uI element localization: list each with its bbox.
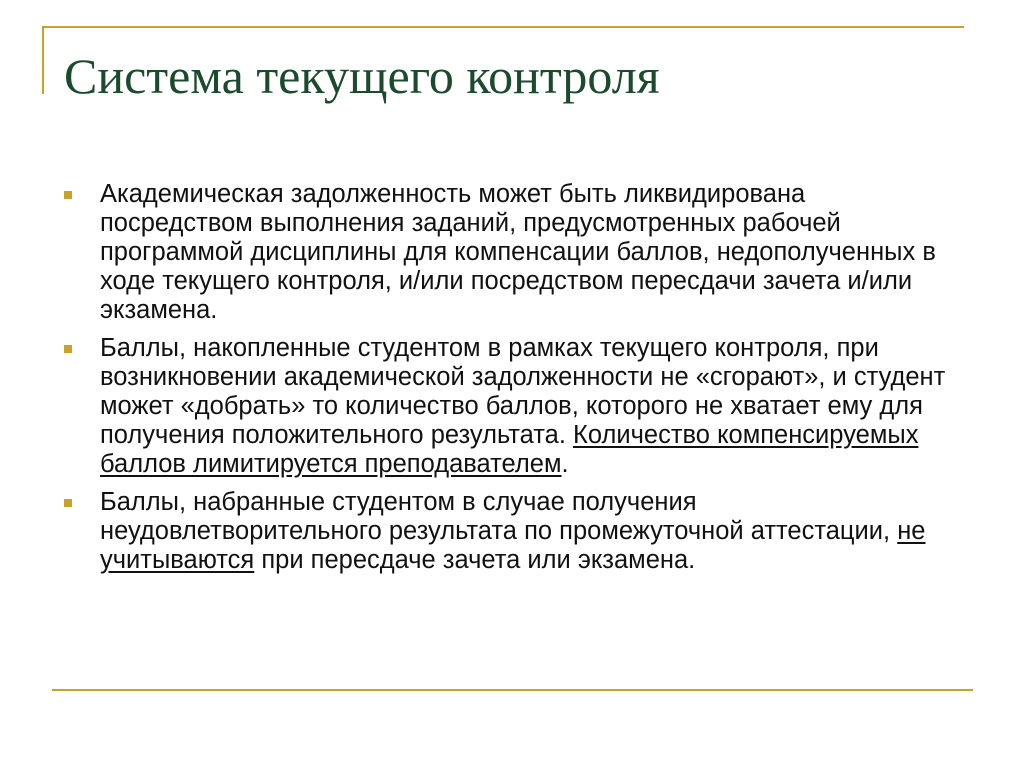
bullet-text: Баллы, накопленные студентом в рамках текущего контроля, при возникновении академической задолженности не «сгорают», и студент может «добрать» то количество баллов, которого не хватает ему для получения положительного результата.	[100, 334, 946, 449]
bullet-list	[60, 180, 960, 584]
square-bullet-icon	[64, 191, 72, 199]
square-bullet-icon	[64, 499, 72, 507]
bullet-item-1	[60, 180, 960, 325]
bullet-text: Баллы, набранные студентом в случае получения неудовлетворительного результата по промежуточной аттестации,	[100, 488, 898, 545]
slide-title: Система текущего контроля	[64, 48, 660, 104]
underlined-emphasis: не учитываются	[100, 517, 926, 574]
bottom-rule	[52, 689, 973, 691]
bullet-text-end: .	[561, 450, 569, 478]
top-rule	[42, 26, 964, 28]
bullet-item-2	[60, 334, 960, 479]
bullet-item-3	[60, 488, 960, 575]
square-bullet-icon	[64, 345, 72, 353]
underlined-emphasis: Количество компенсируемых баллов лимитируется преподавателем	[100, 421, 919, 478]
left-rule	[42, 26, 44, 94]
bullet-text: Академическая задолженность может быть ликвидирована посредством выполнения заданий, предусмотренных рабочей программой дисциплины для компенсации баллов, недополученных в ходе текущего контроля, и/или посредством пересдачи зачета и/или экзамена.	[100, 180, 936, 324]
bullet-text-end: при пересдаче зачета или экзамена.	[254, 546, 696, 574]
